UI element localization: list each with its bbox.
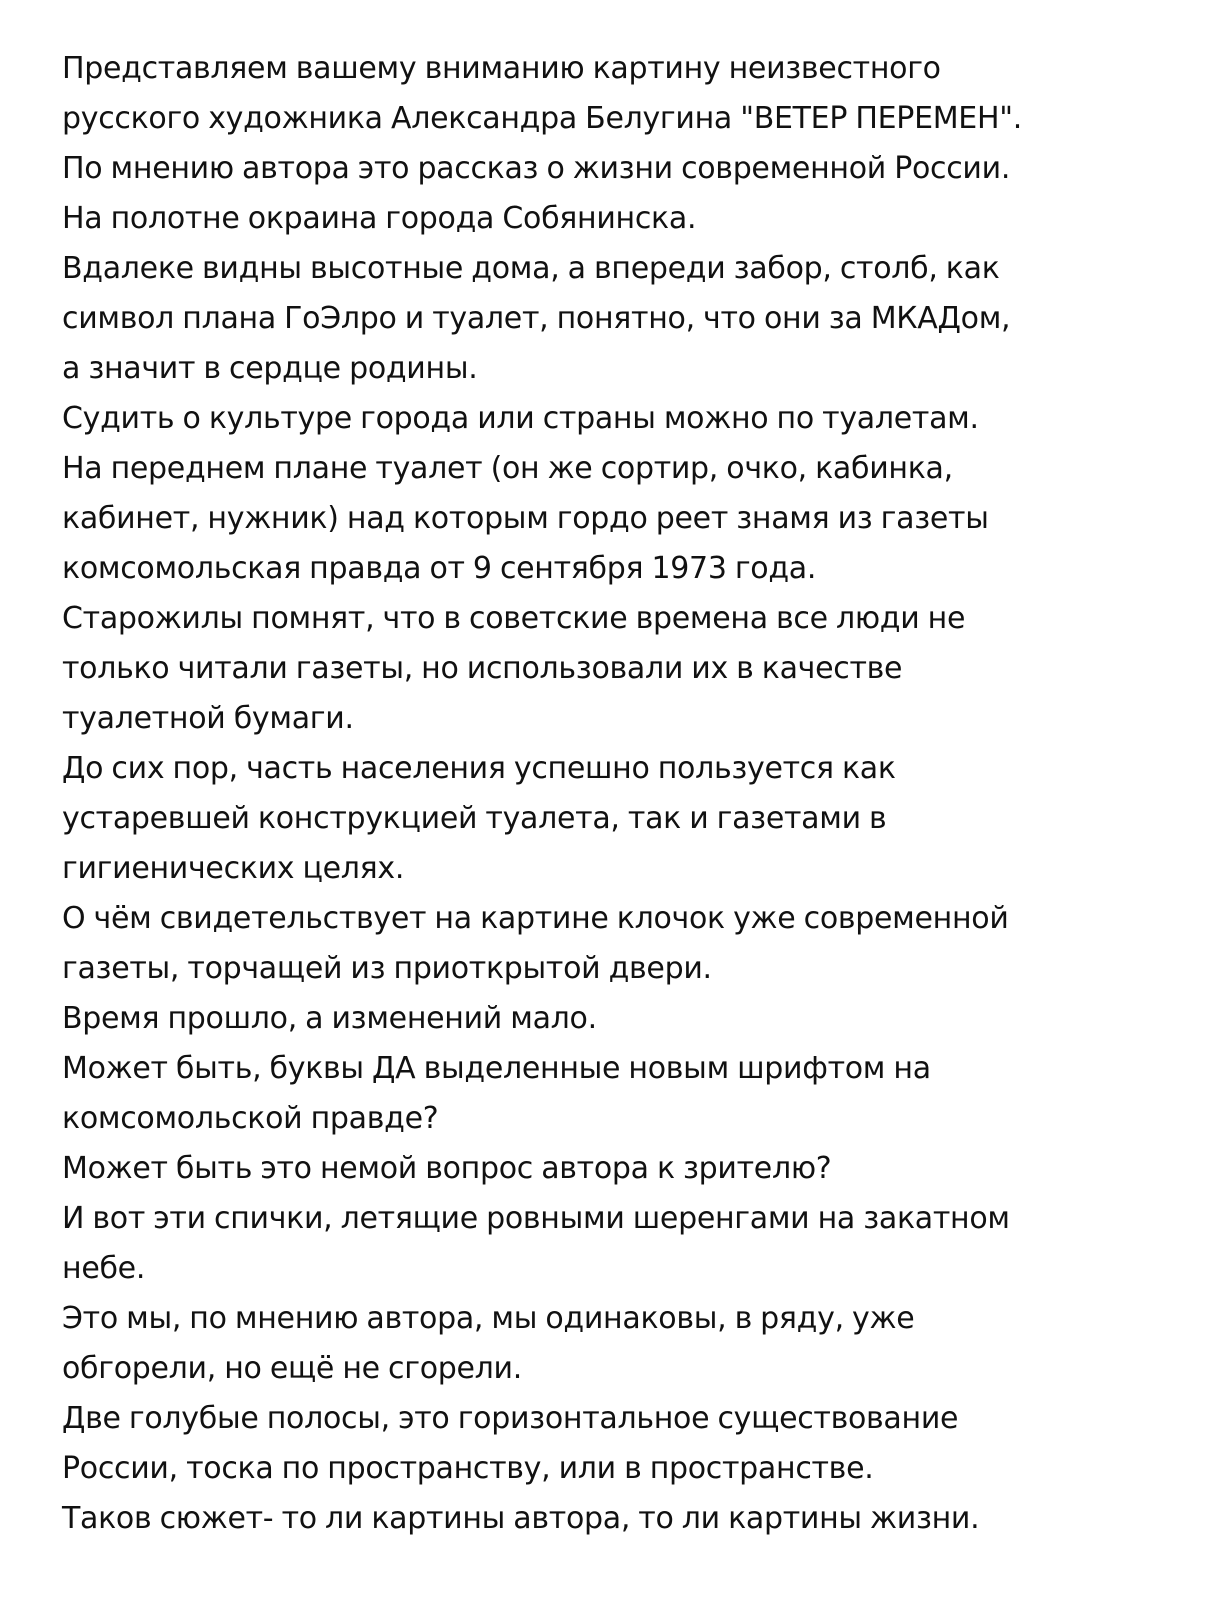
text-line: газеты, торчащей из приоткрытой двери. bbox=[62, 951, 712, 986]
text-line: небе. bbox=[62, 1251, 146, 1286]
text-line: О чём свидетельствует на картине клочок уже современной bbox=[62, 901, 1009, 936]
text-line: туалетной бумаги. bbox=[62, 701, 354, 736]
text-line: По мнению автора это рассказ о жизни современной России. bbox=[62, 151, 1011, 186]
text-line: гигиенических целях. bbox=[62, 851, 405, 886]
text-line: Две голубые полосы, это горизонтальное существование bbox=[62, 1401, 959, 1436]
text-line: Представляем вашему вниманию картину неизвестного bbox=[62, 51, 941, 86]
text-line: Время прошло, а изменений мало. bbox=[62, 1001, 597, 1036]
text-line: Это мы, по мнению автора, мы одинаковы, в ряду, уже bbox=[62, 1301, 915, 1336]
text-line: На переднем плане туалет (он же сортир, очко, кабинка, bbox=[62, 451, 953, 486]
text-line: комсомольская правда от 9 сентября 1973 года. bbox=[62, 551, 817, 586]
text-line: Может быть, буквы ДА выделенные новым шрифтом на bbox=[62, 1051, 931, 1086]
text-line: И вот эти спички, летящие ровными шеренгами на закатном bbox=[62, 1201, 1010, 1236]
text-line: России, тоска по пространству, или в пространстве. bbox=[62, 1451, 874, 1486]
text-line: устаревшей конструкцией туалета, так и газетами в bbox=[62, 801, 887, 836]
text-line: русского художника Александра Белугина "ВЕТЕР ПЕРЕМЕН". bbox=[62, 101, 1022, 136]
text-line: Таков сюжет- то ли картины автора, то ли картины жизни. bbox=[62, 1501, 980, 1536]
body-text bbox=[62, 44, 1182, 1544]
text-line: а значит в сердце родины. bbox=[62, 351, 478, 386]
text-line: Вдалеке видны высотные дома, а впереди забор, столб, как bbox=[62, 251, 1000, 286]
text-line: символ плана ГоЭлро и туалет, понятно, что они за МКАДом, bbox=[62, 301, 1011, 336]
text-line: кабинет, нужник) над которым гордо реет знамя из газеты bbox=[62, 501, 989, 536]
text-line: только читали газеты, но использовали их в качестве bbox=[62, 651, 903, 686]
text-line: До сих пор, часть населения успешно пользуется как bbox=[62, 751, 896, 786]
text-line: На полотне окраина города Собянинска. bbox=[62, 201, 697, 236]
text-line: Судить о культуре города или страны можно по туалетам. bbox=[62, 401, 979, 436]
text-line: Может быть это немой вопрос автора к зрителю? bbox=[62, 1151, 832, 1186]
text-line: комсомольской правде? bbox=[62, 1101, 439, 1136]
text-line: Старожилы помнят, что в советские времена все люди не bbox=[62, 601, 966, 636]
text-line: обгорели, но ещё не сгорели. bbox=[62, 1351, 522, 1386]
